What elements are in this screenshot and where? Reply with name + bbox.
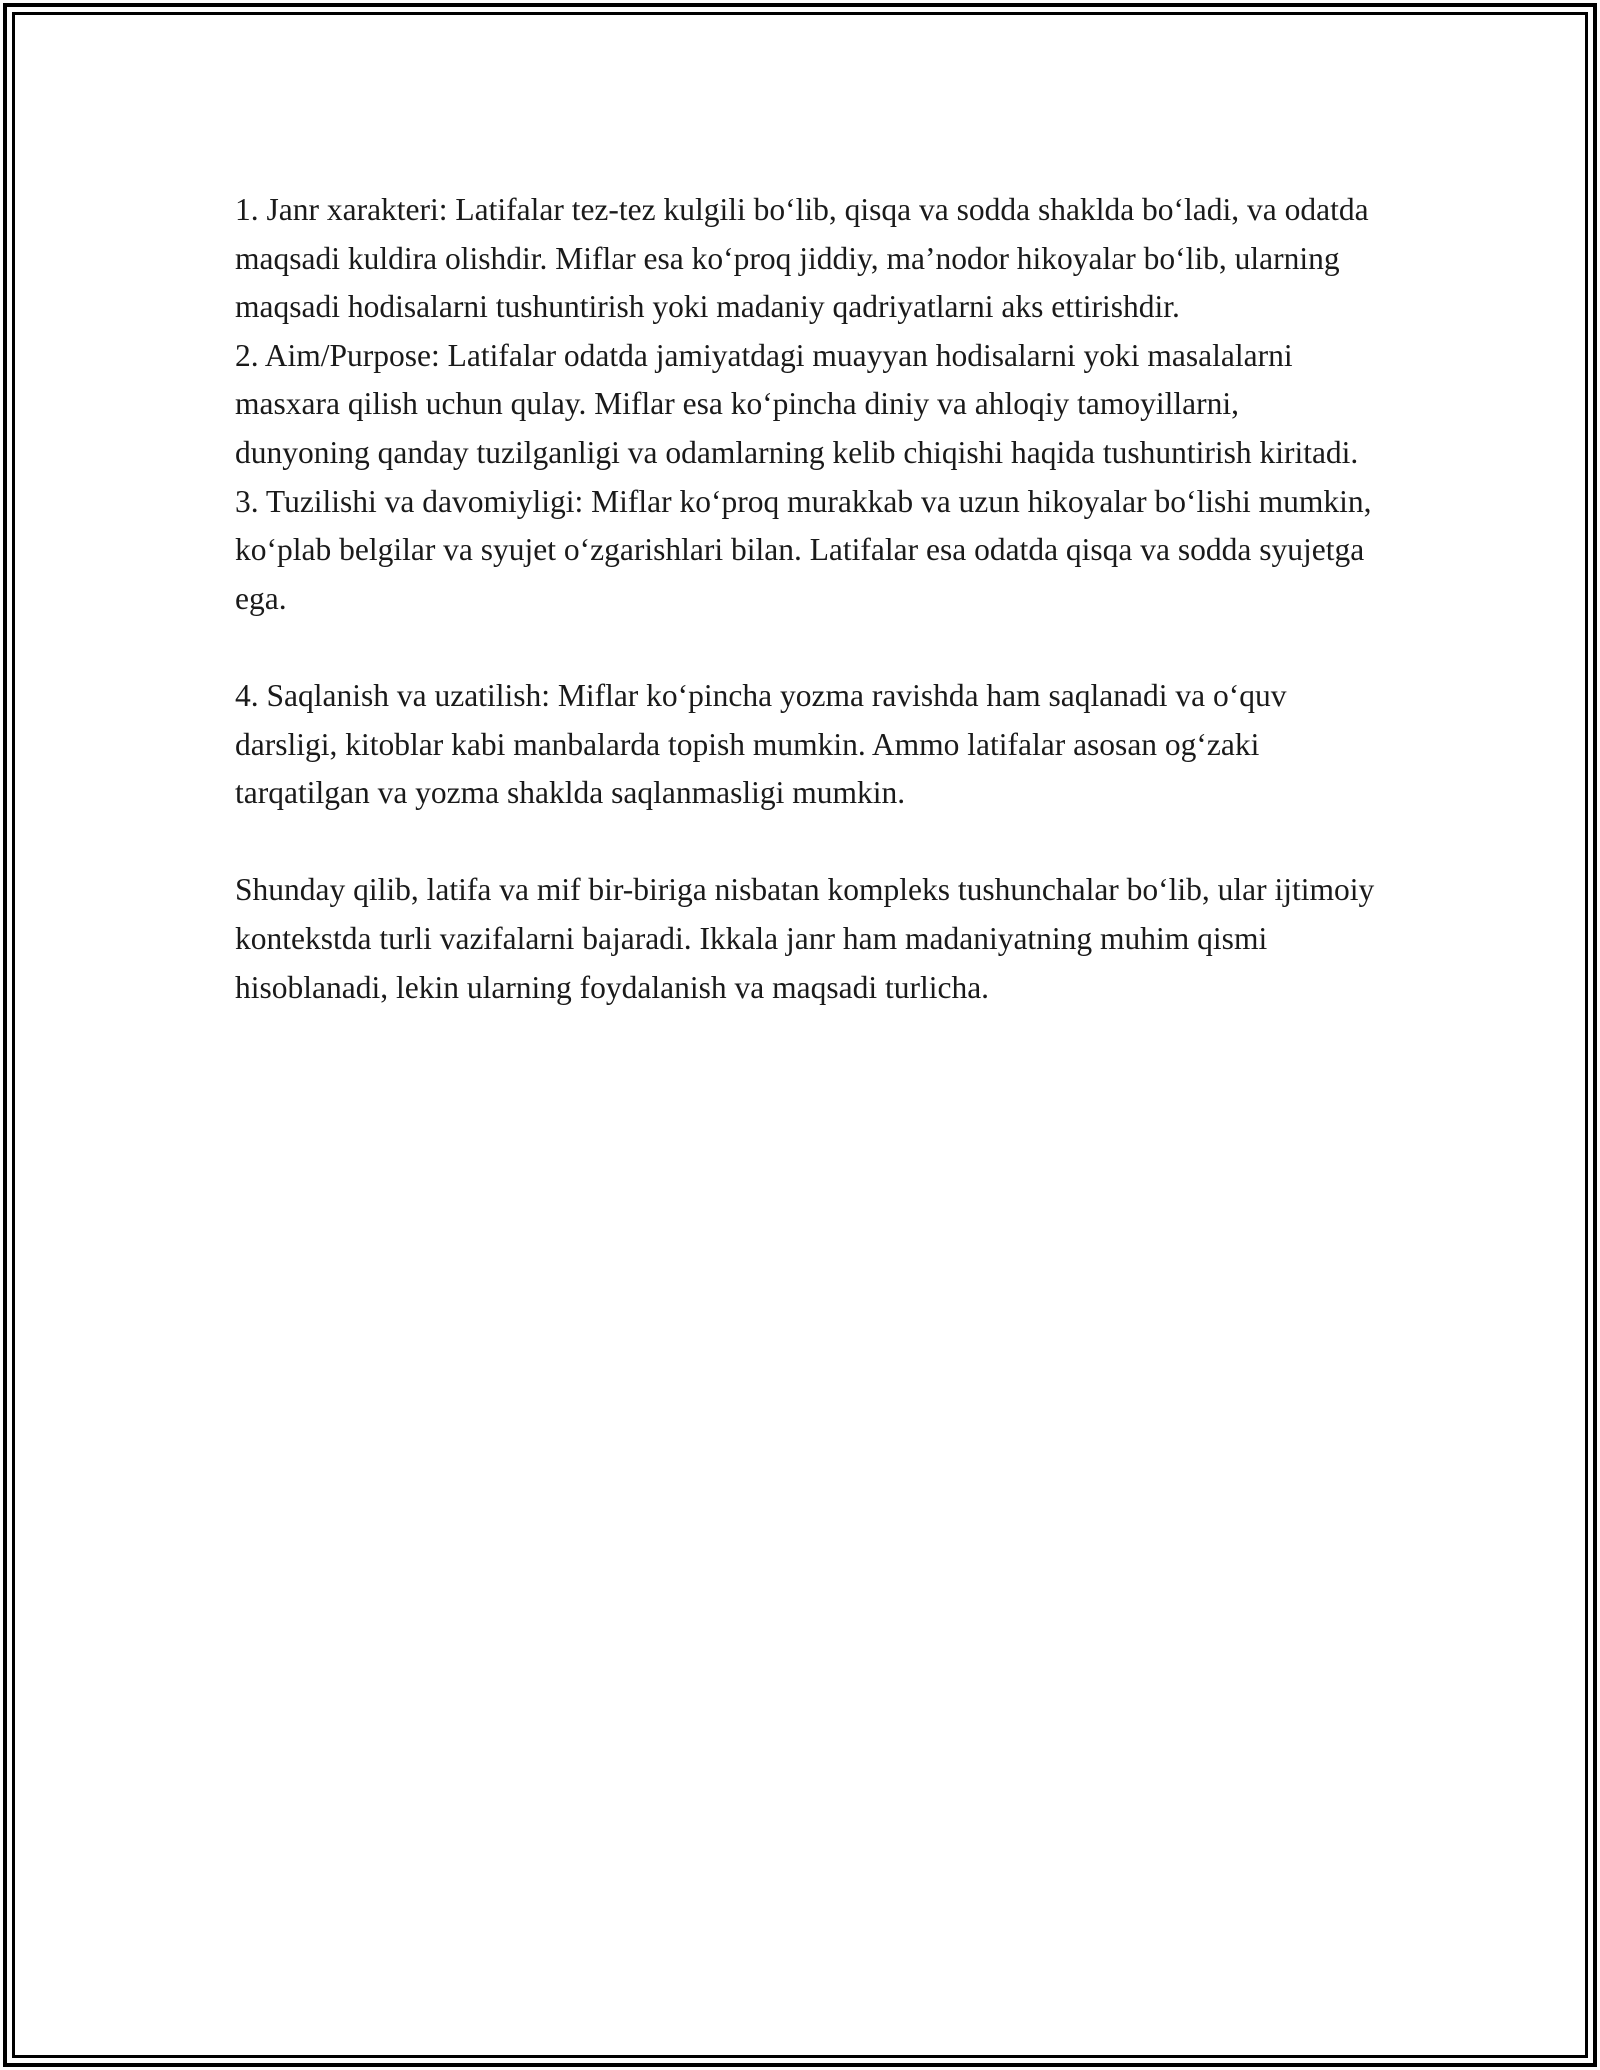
paragraph-genre-character: 1. Janr xarakteri: Latifalar tez-tez kulgili bo‘lib, qisqa va sodda shaklda bo‘ladi, va odatda maqsadi kuldira olishdir. Miflar esa ko‘proq jiddiy, ma’nodor hikoyalar bo‘lib, ularning maqsadi hodisalarni tushuntirish yoki madaniy qadriyatlarni aks ettirishdir. [235, 192, 1369, 325]
document-body [235, 186, 1380, 1012]
paragraph-spacer [235, 623, 1380, 672]
paragraph-preservation-transmission: 4. Saqlanish va uzatilish: Miflar ko‘pincha yozma ravishda ham saqlanadi va o‘quv darsligi, kitoblar kabi manbalarda topish mumkin. Ammo latifalar asosan og‘zaki tarqatilgan va yozma shaklda saqlanmasligi mumkin. [235, 677, 1287, 811]
paragraph-spacer [235, 818, 1380, 867]
paragraph-structure-duration: 3. Tuzilishi va davomiyligi: Miflar ko‘proq murakkab va uzun hikoyalar bo‘lishi mumkin, ko‘plab belgilar va syujet o‘zgarishlari bilan. Latifalar esa odatda qisqa va sodda syujetga ega. [235, 483, 1372, 616]
paragraph-conclusion: Shunday qilib, latifa va mif bir-biriga nisbatan kompleks tushunchalar bo‘lib, ular ijtimoiy kontekstda turli vazifalarni bajaradi. Ikkala janr ham madaniyatning muhim qismi hisoblanadi, lekin ularning foydalanish va maqsadi turlicha. [235, 872, 1375, 1005]
paragraph-aim-purpose: 2. Aim/Purpose: Latifalar odatda jamiyatdagi muayyan hodisalarni yoki masalalarni masxara qilish uchun qulay. Miflar esa ko‘pincha diniy va ahloqiy tamoyillarni, dunyoning qanday tuzilganligi va odamlarning kelib chiqishi haqida tushuntirish kiritadi. [235, 337, 1359, 470]
